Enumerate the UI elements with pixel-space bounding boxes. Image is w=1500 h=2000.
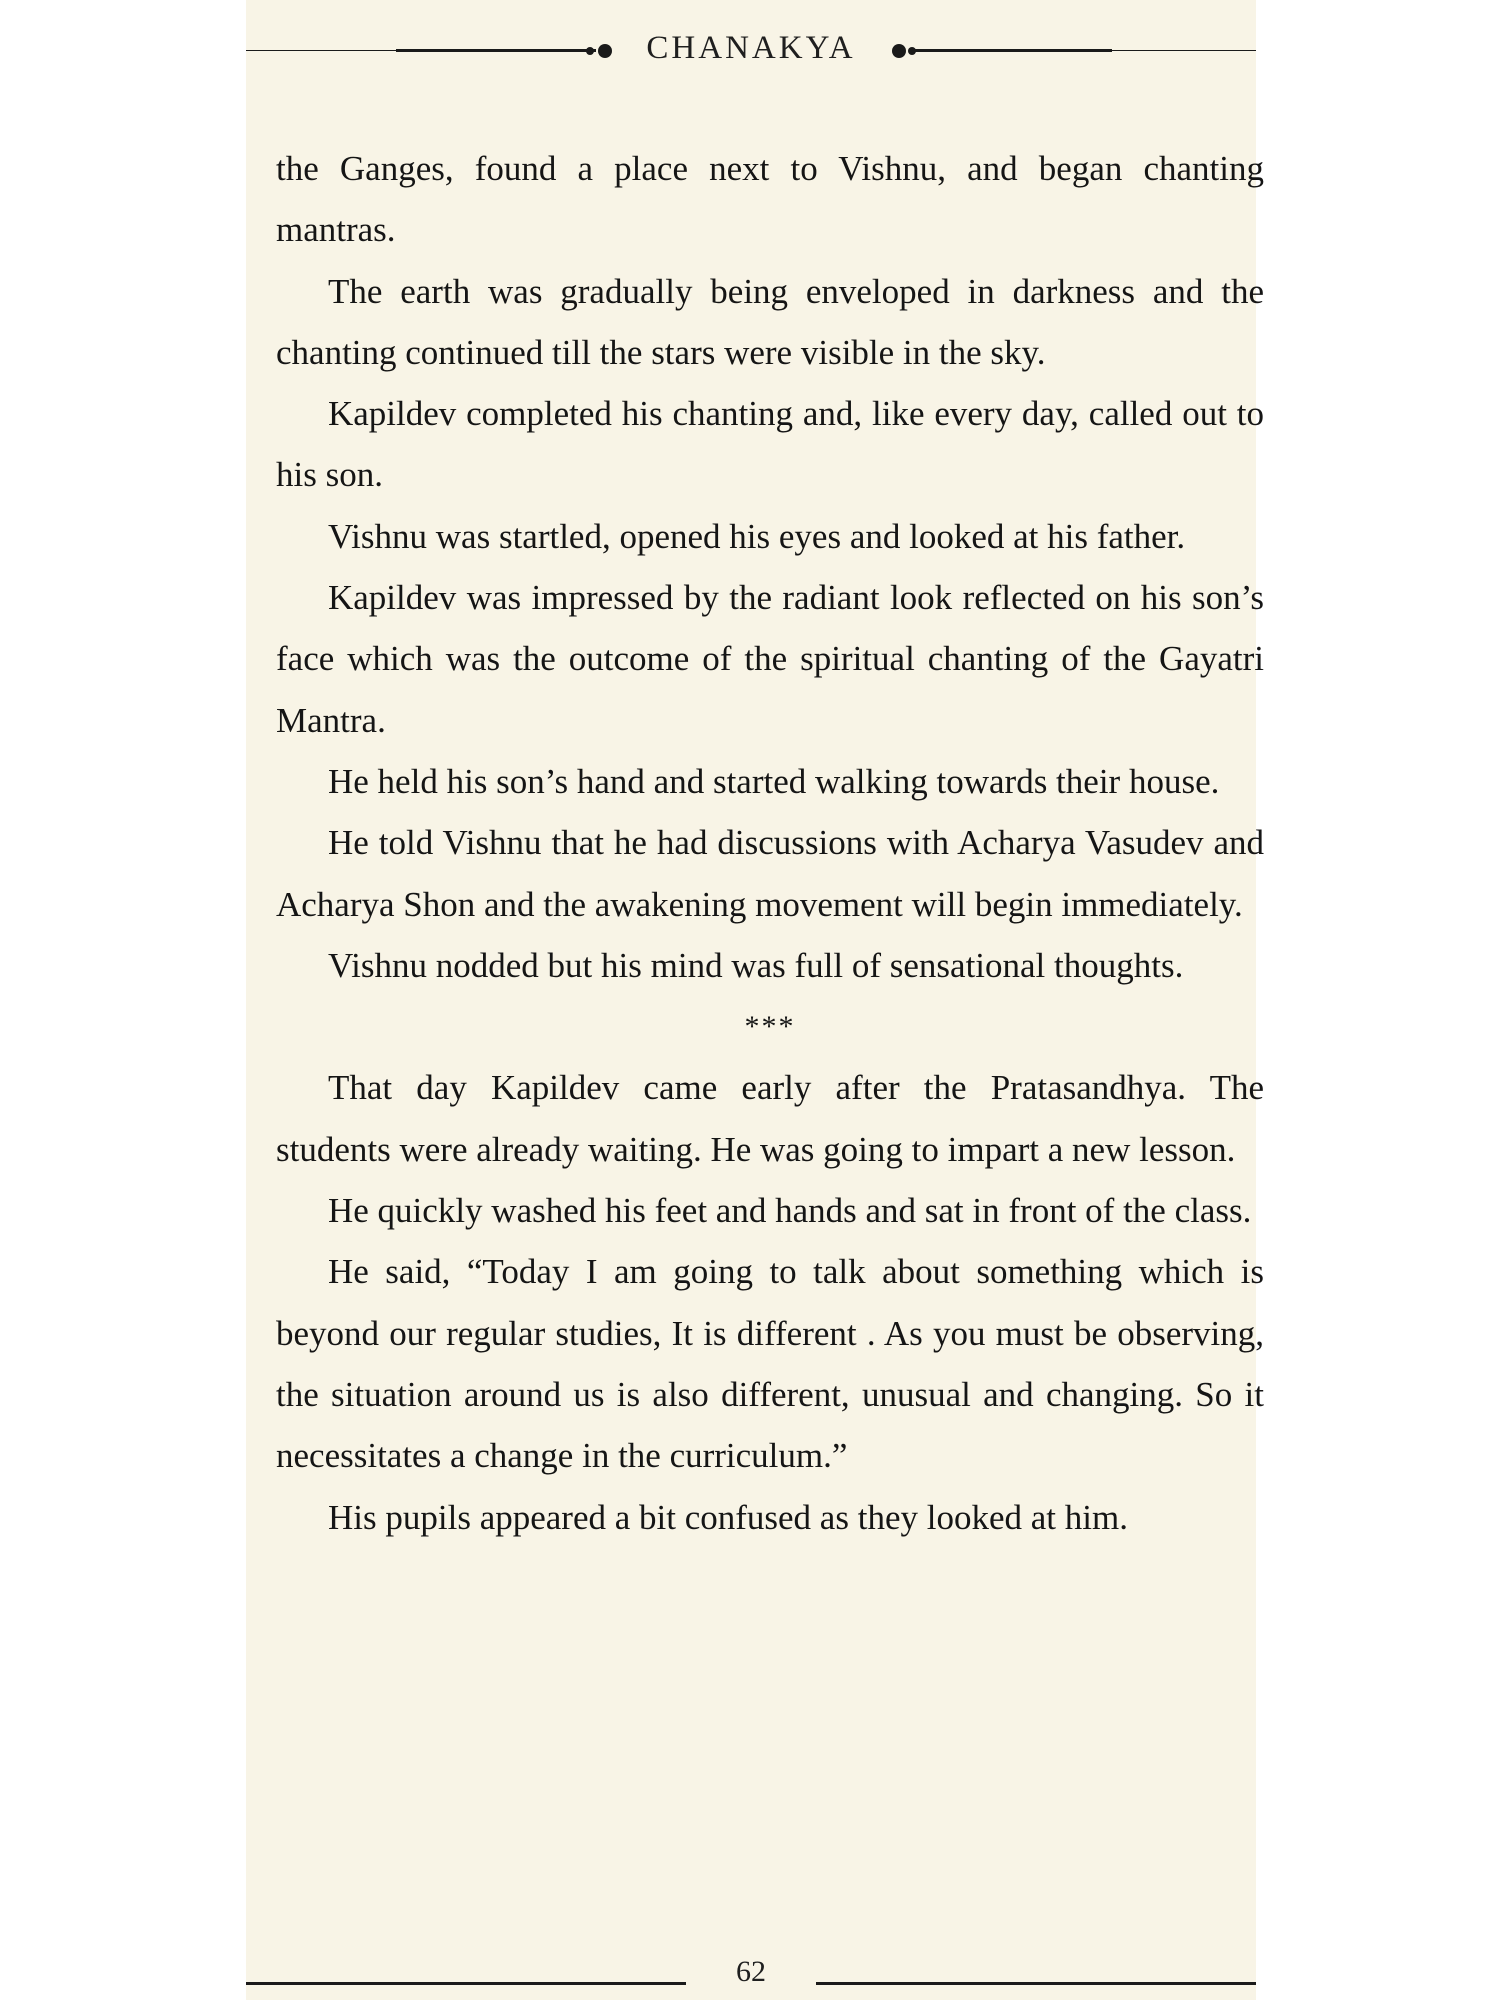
paragraph: Vishnu nodded but his mind was full of sensational thoughts. <box>328 945 1184 985</box>
footer-rule-right <box>816 1982 1256 1985</box>
header-ornament-dot <box>892 44 906 58</box>
paragraph: His pupils appeared a bit confused as they looked at him. <box>328 1497 1128 1537</box>
page-number: 62 <box>736 1955 766 1988</box>
paragraph: Kapildev completed his chanting and, like every day, called out to his son. <box>276 394 1264 495</box>
body-text <box>276 138 1264 1548</box>
section-break: *** <box>744 1010 796 1044</box>
paragraph: He said, “Today I am going to talk about something which is beyond our regular studies, It is different . As you must be observing, the situation around us is also different, unusual and changing. So it necessitates a change in the curriculum.” <box>276 1252 1264 1476</box>
book-page <box>246 0 1264 2000</box>
paragraph: He quickly washed his feet and hands and sat in front of the class. <box>328 1191 1252 1231</box>
page-header <box>246 28 1256 72</box>
paragraph: The earth was gradually being enveloped in darkness and the chanting continued till the stars were visible in the sky. <box>276 271 1264 372</box>
page-footer <box>246 1955 1256 1995</box>
paragraph: Kapildev was impressed by the radiant look reflected on his son’s face which was the outcome of the spiritual chanting of the Gayatri Mantra. <box>276 578 1264 740</box>
paragraph: That day Kapildev came early after the Pratasandhya. The students were already waiting. He was going to impart a new lesson. <box>276 1068 1264 1169</box>
running-head: CHANAKYA <box>646 30 856 66</box>
paragraph: He told Vishnu that he had discussions with Acharya Vasudev and Acharya Shon and the awakening movement will begin immediately. <box>276 823 1264 924</box>
header-rule-right-thin <box>912 50 1256 51</box>
paragraph: the Ganges, found a place next to Vishnu, and began chanting mantras. <box>276 149 1264 250</box>
paragraph: Vishnu was startled, opened his eyes and looked at his father. <box>328 516 1186 556</box>
paragraph: He held his son’s hand and started walking towards their house. <box>328 761 1220 801</box>
